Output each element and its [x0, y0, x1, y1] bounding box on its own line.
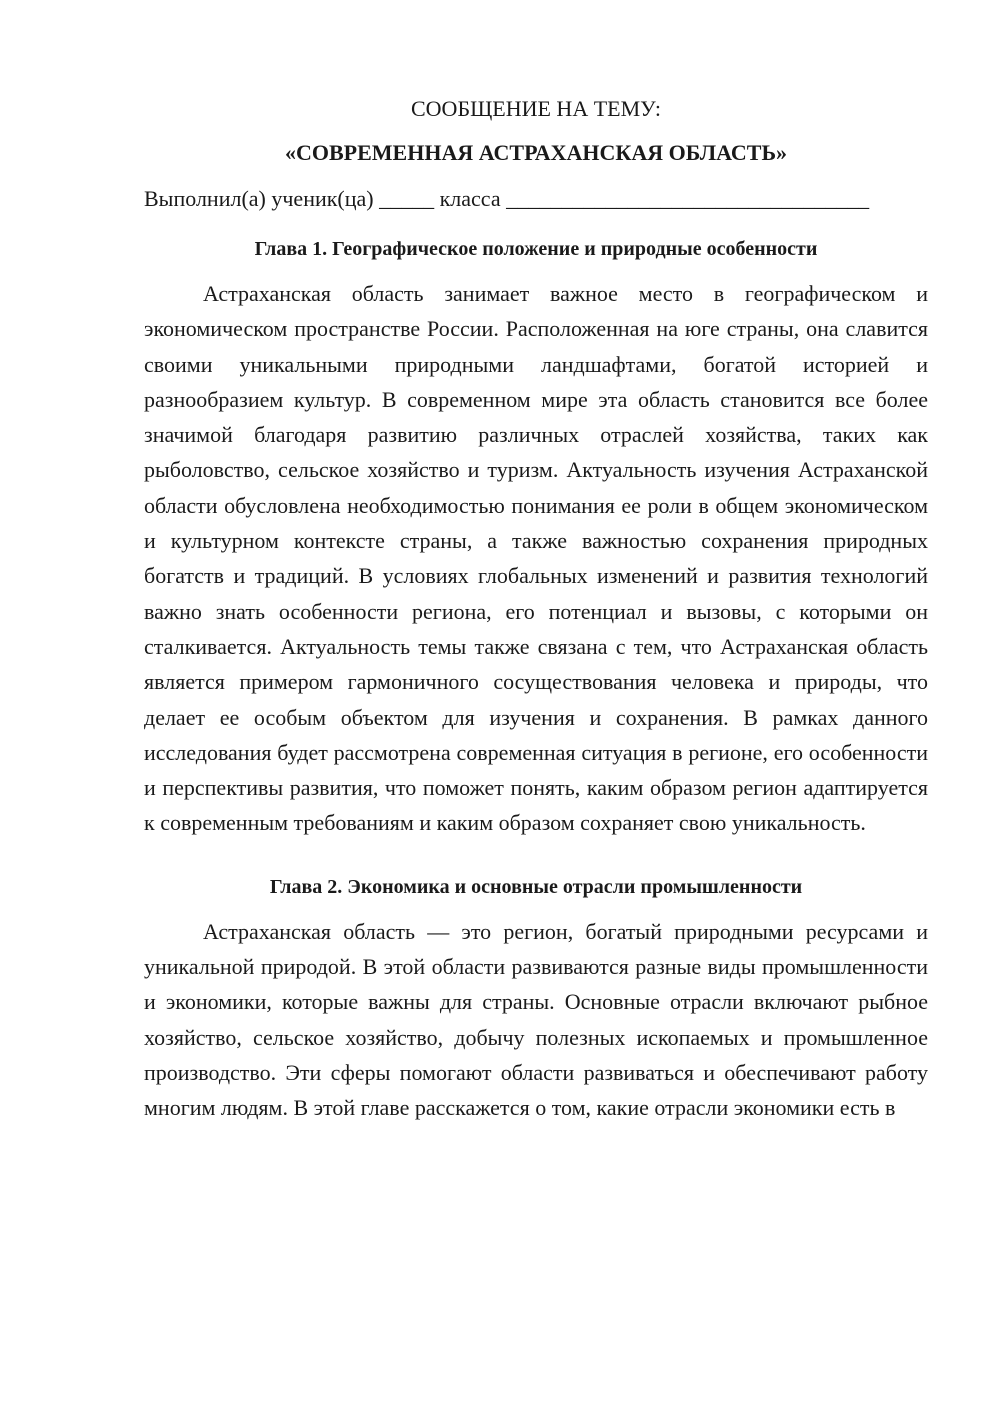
document-subtitle: «СОВРЕМЕННАЯ АСТРАХАНСКАЯ ОБЛАСТЬ» — [285, 140, 787, 165]
document-title: СООБЩЕНИЕ НА ТЕМУ: — [411, 96, 661, 121]
document-page — [144, 93, 928, 1126]
chapter-2-heading: Глава 2. Экономика и основные отрасли промышленности — [269, 875, 803, 898]
chapter-2-paragraph: Астраханская область — это регион, богатый природными ресурсами и уникальной природой. В этой области развиваются разные виды промышленности и экономики, которые важны для страны. Основные отрасли включают рыбное хозяйство, сельское хозяйство, добычу полезных ископаемых и промышленное производство. Эти сферы помогают области развиваться и обеспечивают работу многим людям. В этой главе расскажется о том, какие отрасли экономики есть в — [144, 918, 928, 1121]
author-line: Выполнил(а) ученик(ца) _____ класса _________________________________ — [144, 186, 870, 211]
chapter-1-paragraph: Астраханская область занимает важное место в географическом и экономическом пространстве России. Расположенная на юге страны, она славится своими уникальными природными ландшафтами, богатой историей и разнообразием культур. В современном мире эта область становится все более значимой благодаря развитию различных отраслей хозяйства, таких как рыболовство, сельское хозяйство и туризм. Актуальность изучения Астраханской области обусловлена необходимостью понимания ее роли в общем экономическом и культурном контексте страны, а также важностью сохранения природных богатств и традиций. В условиях глобальных изменений и развития технологий важно знать особенности региона, его потенциал и вызовы, с которыми он сталкивается. Актуальность темы также связана с тем, что Астраханская область является примером гармоничного сосуществования человека и природы, что делает ее особым объектом для изучения и сохранения. В рамках данного исследования будет рассмотрена современная ситуация в регионе, его особенности и перспективы развития, что поможет понять, каким образом регион адаптируется к современным требованиям и каким образом сохраняет свою уникальность. — [144, 281, 928, 836]
chapter-1-heading: Глава 1. Географическое положение и природные особенности — [254, 238, 818, 260]
